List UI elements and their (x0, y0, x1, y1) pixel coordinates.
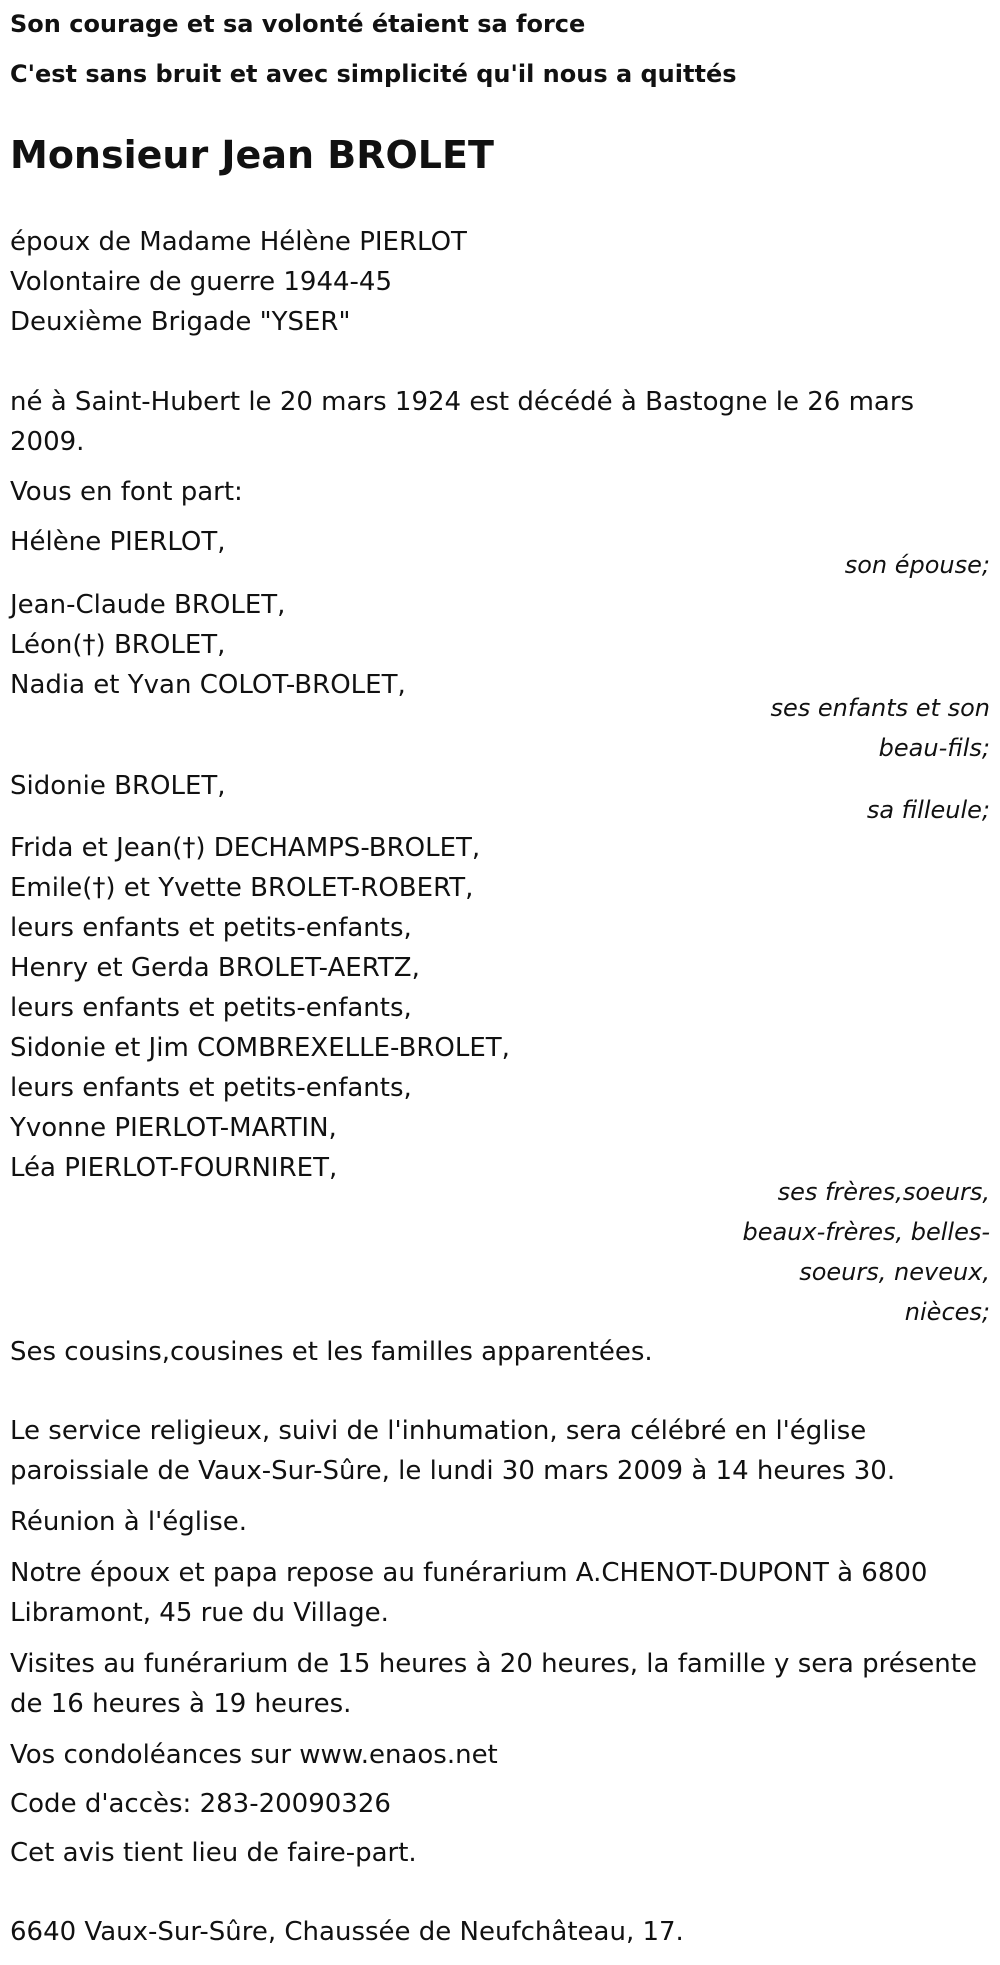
address-line: 6640 Vaux-Sur-Sûre, Chaussée de Neufchâteau, 17. (10, 1917, 684, 1947)
condolences-line: Vos condoléances sur www.enaos.net (10, 1740, 498, 1770)
family-name: Jean-Claude BROLET, (10, 590, 286, 620)
family-name: Sidonie et Jim COMBREXELLE-BROLET, (10, 1033, 510, 1063)
family-name: Hélène PIERLOT, (10, 527, 226, 557)
relation-children: beau-fils; (878, 734, 990, 762)
relation-siblings: ses frères,soeurs, (777, 1178, 990, 1206)
family-name: Frida et Jean(†) DECHAMPS-BROLET, (10, 833, 481, 863)
funeral-home-line-2: Libramont, 45 rue du Village. (10, 1598, 389, 1628)
family-name: Léa PIERLOT-FOURNIRET, (10, 1153, 338, 1183)
service-line-2: paroissiale de Vaux-Sur-Sûre, le lundi 30 mars 2009 à 14 heures 30. (10, 1456, 896, 1486)
service-line-1: Le service religieux, suivi de l'inhumation, sera célébré en l'église (10, 1416, 867, 1446)
meeting-line: Réunion à l'église. (10, 1507, 248, 1537)
birth-death-line-1: né à Saint-Hubert le 20 mars 1924 est décédé à Bastogne le 26 mars (10, 387, 915, 417)
family-name: leurs enfants et petits-enfants, (10, 913, 412, 943)
funeral-home-line-1: Notre époux et papa repose au funérarium A.CHENOT-DUPONT à 6800 (10, 1558, 928, 1588)
family-name: leurs enfants et petits-enfants, (10, 993, 412, 1023)
relation-siblings: nièces; (904, 1298, 990, 1326)
announcement-intro: Vous en font part: (10, 477, 243, 507)
brigade-line: Deuxième Brigade "YSER" (10, 307, 351, 337)
family-name: Léon(†) BROLET, (10, 630, 226, 660)
header-quote-2: C'est sans bruit et avec simplicité qu'il nous a quittés (10, 60, 737, 88)
spouse-line: époux de Madame Hélène PIERLOT (10, 227, 467, 257)
family-name: Nadia et Yvan COLOT-BROLET, (10, 670, 406, 700)
relation-siblings: soeurs, neveux, (799, 1258, 990, 1286)
relation-children: ses enfants et son (770, 694, 990, 722)
visits-line-1: Visites au funérarium de 15 heures à 20 heures, la famille y sera présente (10, 1649, 977, 1679)
family-name: Emile(†) et Yvette BROLET-ROBERT, (10, 873, 474, 903)
access-code-line: Code d'accès: 283-20090326 (10, 1789, 391, 1819)
extended-family-line: Ses cousins,cousines et les familles apparentées. (10, 1337, 653, 1367)
birth-death-line-2: 2009. (10, 427, 85, 457)
visits-line-2: de 16 heures à 19 heures. (10, 1689, 352, 1719)
family-name: Henry et Gerda BROLET-AERTZ, (10, 953, 420, 983)
family-name: leurs enfants et petits-enfants, (10, 1073, 412, 1103)
notice-line: Cet avis tient lieu de faire-part. (10, 1838, 417, 1868)
relation-goddaughter: sa filleule; (866, 796, 990, 824)
volunteer-line: Volontaire de guerre 1944-45 (10, 267, 393, 297)
deceased-name: Monsieur Jean BROLET (10, 133, 494, 177)
family-name: Yvonne PIERLOT-MARTIN, (10, 1113, 337, 1143)
family-name: Sidonie BROLET, (10, 771, 226, 801)
relation-spouse: son épouse; (844, 551, 990, 579)
header-quote-1: Son courage et sa volonté étaient sa force (10, 10, 586, 38)
relation-siblings: beaux-frères, belles- (742, 1218, 990, 1246)
